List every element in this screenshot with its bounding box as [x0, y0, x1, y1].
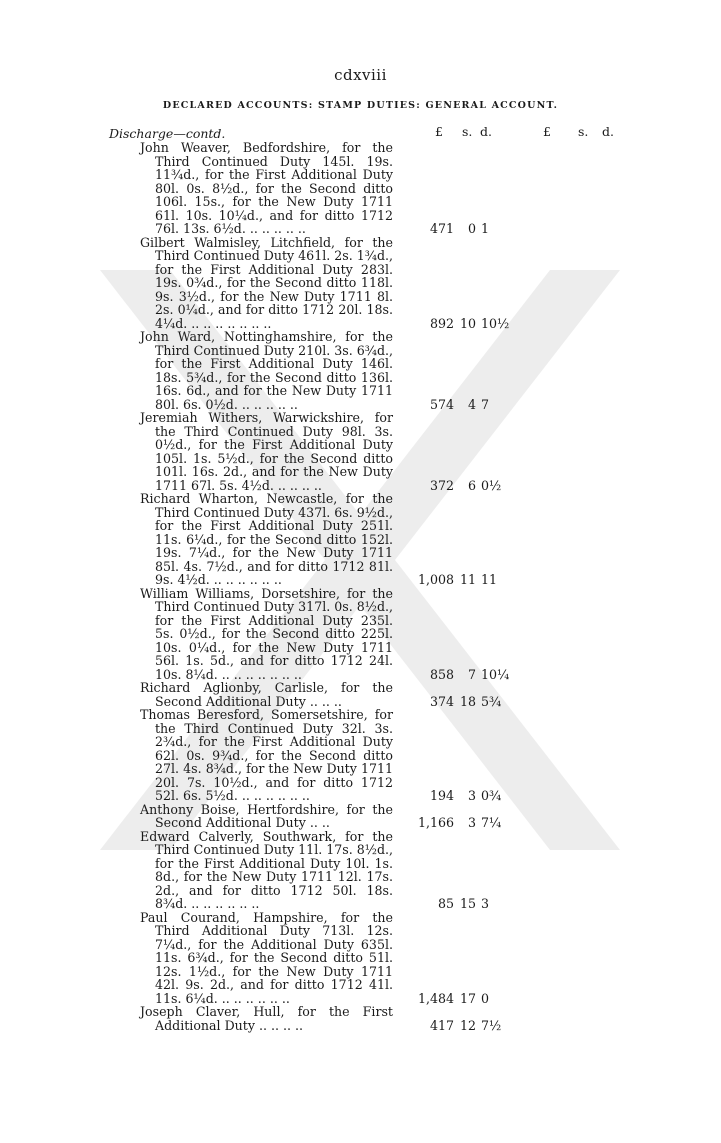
amount-shillings: 12 [459, 1017, 476, 1033]
amount-pounds: 85 [437, 896, 454, 911]
amount-shillings: 0 [467, 221, 476, 236]
amount-pence: 7 [481, 396, 490, 412]
col-header-shillings: s. [462, 124, 473, 139]
entry [109, 1004, 502, 1033]
amount-pence: 5¾ [481, 693, 502, 709]
amount-shillings: 10 [459, 315, 476, 331]
entry-text: Thomas Beresford, Somersetshire, for the Third Continued Duty 32l. 3s. 2¾d., for the First Additional Duty 62l. 0s. 9¾d., for the Second ditto 27l. 4s. 8¾d., for the New Duty 1711 20l. 7s. 10½d., and for ditto 1712 52l. 6s. 5½d. .. .. .. .. .. .. [140, 707, 393, 803]
amount-shillings: 18 [459, 693, 476, 709]
amount-shillings: 17 [459, 990, 476, 1006]
entry [109, 491, 498, 587]
entry-text: Gilbert Walmisley, Litchfield, for the Third Continued Duty 461l. 2s. 1¾d., for the First Additional Duty 283l. 19s. 0¾d., for the Second ditto 118l. 9s. 3½d., for the New Duty 1711 8l. 2s. 0¼d., and for ditto 1712 20l. 18s. 4¼d. .. .. .. .. .. .. .. [140, 234, 394, 331]
entry [109, 680, 502, 709]
entry [109, 140, 490, 236]
entry [109, 234, 510, 331]
col-header-pounds: £ [435, 124, 443, 139]
entry-text: Richard Aglionby, Carlisle, for the Second Additional Duty .. .. .. [140, 680, 393, 709]
amount-pence: 11 [481, 572, 498, 587]
entry [109, 707, 502, 803]
entry-text: John Weaver, Bedfordshire, for the Third Continued Duty 145l. 19s. 11¾d., for the First Additional Duty 80l. 0s. 8½d., for the Second ditto 106l. 15s., for the New Duty 1711 61l. 10s. 10¼d., and for ditto 1712 76l. 13s. 6½d. .. .. .. .. .. [140, 140, 393, 236]
amount-pounds: 374 [429, 693, 454, 709]
amount-shillings: 3 [467, 815, 476, 830]
entry [109, 909, 490, 1006]
entry-text: Jeremiah Withers, Warwickshire, for the Third Continued Duty 98l. 3s. 0½d., for the First Additional Duty 105l. 1s. 5½d., for the Second ditto 101l. 16s. 2d., and for the New Duty 1711 67l. 5s. 4½d. .. .. .. .. [140, 410, 393, 493]
amount-pence: 3 [481, 896, 490, 911]
amount-pence: 0 [481, 990, 490, 1006]
amount-pounds: 372 [429, 477, 454, 493]
amount-pence: 10¼ [481, 666, 510, 682]
amount-pounds: 417 [429, 1017, 454, 1033]
entry-text: Richard Wharton, Newcastle, for the Third Continued Duty 437l. 6s. 9½d., for the First Additional Duty 251l. 11s. 6¼d., for the Second ditto 152l. 19s. 7¼d., for the New Duty 1711 85l. 4s. 7½d., and for ditto 1712 81l. 9s. 4½d. .. .. .. .. .. .. [140, 491, 394, 587]
amount-pounds: 194 [429, 788, 454, 803]
amount-pounds: 1,008 [417, 572, 454, 587]
entry-text: John Ward, Nottinghamshire, for the Third Continued Duty 210l. 3s. 6¾d., for the First Additional Duty 146l. 18s. 5¾d., for the Second ditto 136l. 16s. 6d., and for the New Duty 1711 80l. 6s. 0½d. .. .. .. .. .. [140, 329, 394, 412]
entry [109, 828, 490, 911]
entry [109, 801, 502, 830]
amount-pounds: 892 [429, 315, 454, 331]
entry-text: Paul Courand, Hampshire, for the Third Additional Duty 713l. 12s. 7¼d., for the Additional Duty 635l. 11s. 6¾d., for the Second ditto 51l. 12s. 1½d., for the New Duty 1711 42l. 9s. 2d., and for ditto 1712 41l. 11s. 6¼d. .. .. .. .. .. .. [140, 909, 393, 1006]
amount-pounds: 574 [429, 396, 454, 412]
amount-pounds: 858 [429, 666, 454, 682]
entry-text: William Williams, Dorsetshire, for the Third Continued Duty 317l. 0s. 8½d., for the First Additional Duty 235l. 5s. 0½d., for the Second ditto 225l. 10s. 0¼d., for the New Duty 1711 56l. 1s. 5d., and for ditto 1712 24l. 10s. 8¼d. .. .. .. .. .. .. .. [140, 585, 394, 682]
amount-pence: 7½ [481, 1017, 502, 1033]
amount-shillings: 15 [459, 896, 476, 911]
entry [109, 329, 490, 412]
col-header-pounds-2: £ [543, 124, 551, 139]
section-label: Discharge—contd. [109, 126, 226, 141]
entry-list [109, 140, 510, 1033]
amount-shillings: 3 [467, 788, 476, 803]
col-header-shillings-2: s. [578, 124, 589, 139]
amount-pounds: 1,166 [417, 815, 454, 830]
amount-pence: 7¼ [481, 815, 502, 830]
entry-text: Joseph Claver, Hull, for the First Additional Duty .. .. .. .. [140, 1004, 393, 1033]
amount-pence: 1 [481, 221, 490, 236]
entry [109, 585, 510, 682]
amount-shillings: 7 [467, 666, 476, 682]
amount-pounds: 471 [429, 221, 454, 236]
running-head: DECLARED ACCOUNTS: STAMP DUTIES: GENERAL ACCOUNT. [162, 100, 559, 111]
amount-pounds: 1,484 [417, 990, 454, 1006]
col-header-pence-2: d. [602, 124, 614, 139]
page-number: cdxviii [334, 66, 387, 84]
entry-text: Edward Calverly, Southwark, for the Third Continued Duty 11l. 17s. 8½d., for the First Additional Duty 10l. 1s. 8d., for the New Duty 1711 12l. 17s. 2d., and for ditto 1712 50l. 18s. 8¾d. .. .. .. .. .. .. [140, 828, 394, 911]
amount-shillings: 4 [467, 396, 476, 412]
amount-shillings: 11 [459, 572, 476, 587]
amount-pence: 0¾ [481, 788, 502, 803]
amount-shillings: 6 [467, 477, 476, 493]
entry [109, 410, 502, 493]
entry-text: Anthony Boise, Hertfordshire, for the Second Additional Duty .. .. [140, 801, 393, 830]
amount-pence: 10½ [481, 315, 510, 331]
amount-pence: 0½ [481, 477, 502, 493]
col-header-pence: d. [480, 124, 492, 139]
